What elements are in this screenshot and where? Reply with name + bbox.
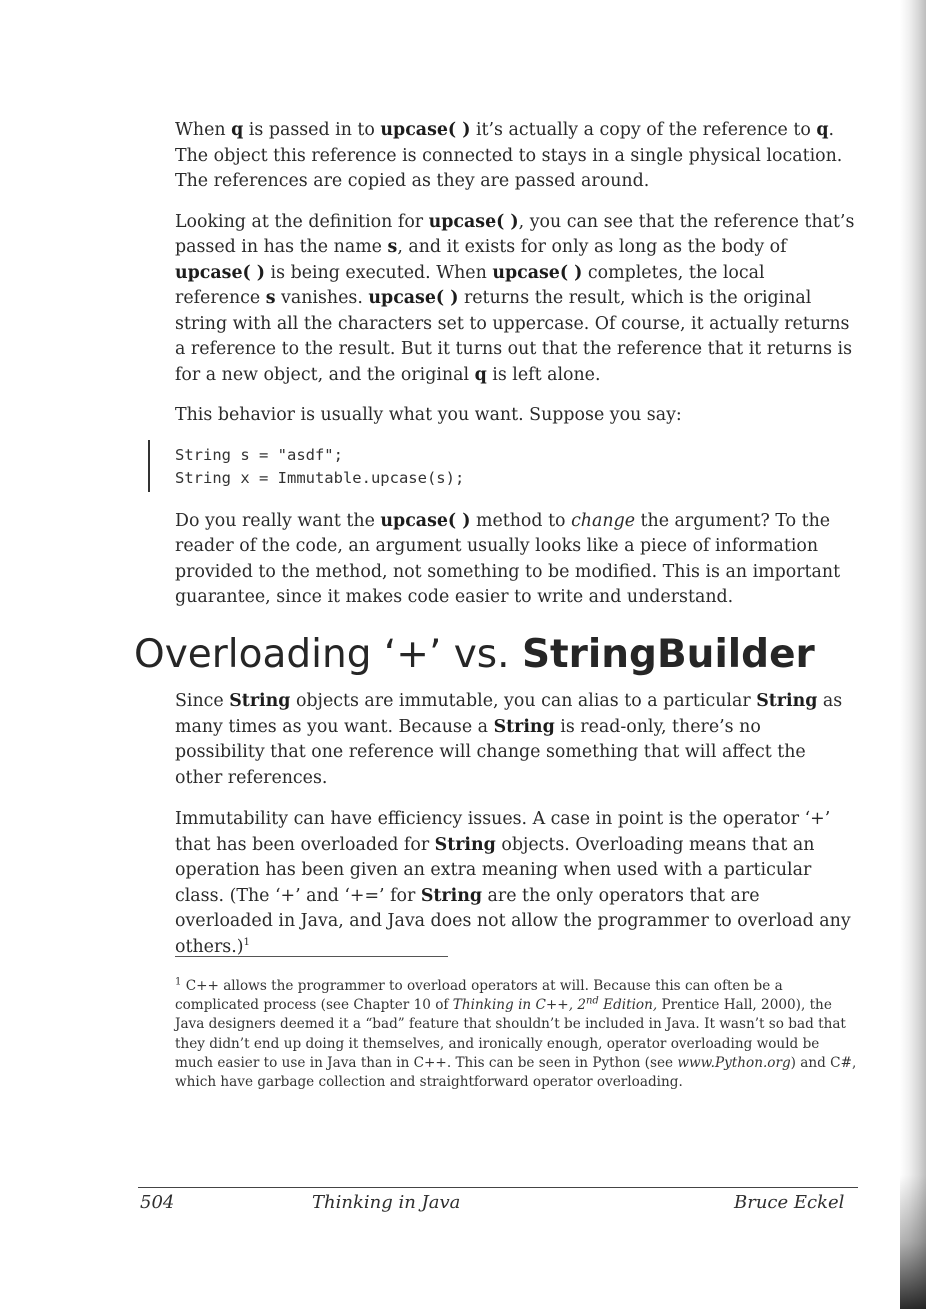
text-run: as many times as you want. Because a bbox=[175, 691, 843, 737]
page-edge-shadow bbox=[900, 0, 926, 1309]
bold-term: upcase( ) bbox=[428, 211, 519, 232]
superscript: 1 bbox=[175, 976, 182, 988]
footnote-divider bbox=[175, 956, 448, 957]
paragraph bbox=[175, 118, 855, 195]
bold-term: s bbox=[387, 237, 398, 257]
text-run: is left alone. bbox=[486, 364, 601, 385]
text-run: Do you really want the bbox=[175, 510, 381, 531]
text-run: ) and C#, which have garbage collection and straightforward operator overloading. bbox=[175, 1054, 857, 1091]
italic-term: Edition, bbox=[598, 997, 658, 1014]
bold-term: q bbox=[816, 120, 829, 140]
superscript: nd bbox=[585, 995, 599, 1007]
text-run: , and it exists for only as long as the body of bbox=[397, 237, 787, 257]
section-heading-normal: Overloading ‘+’ vs. bbox=[134, 632, 522, 677]
text-run: Looking at the definition for bbox=[175, 211, 429, 232]
text-run: vanishes. bbox=[275, 288, 369, 308]
italic-term: Thinking in C++, 2 bbox=[452, 997, 586, 1014]
bold-term: String bbox=[420, 885, 483, 906]
code-margin-bar bbox=[148, 440, 150, 492]
section-heading-bold: StringBuilder bbox=[521, 632, 815, 677]
code-line: String x = Immutable.upcase(s); bbox=[175, 469, 465, 487]
text-run: This behavior is usually what you want. Suppose you say: bbox=[175, 405, 682, 425]
text-run: Immutability can have efficiency issues. A case in point is the operator ‘+’ that has been overloaded for bbox=[175, 809, 831, 855]
page-number: 504 bbox=[140, 1192, 175, 1213]
bold-term: upcase( ) bbox=[380, 510, 471, 531]
code-line: String s = "asdf"; bbox=[175, 445, 343, 464]
bold-term: s bbox=[265, 288, 276, 308]
bold-term: String bbox=[493, 716, 555, 737]
paragraph bbox=[175, 689, 855, 791]
section-heading bbox=[134, 629, 815, 681]
text-run: are the only operators that are overloaded in Java, and Java does not allow the programmer to overload any others.) bbox=[175, 885, 851, 957]
footnote bbox=[175, 977, 857, 1092]
text-run: When bbox=[175, 120, 232, 140]
page-corner-shadow bbox=[900, 1175, 926, 1309]
bold-term: String bbox=[229, 691, 291, 711]
bold-term: upcase( ) bbox=[175, 262, 266, 283]
text-run: returns the result, which is the original string with all the characters set to uppercase. Of course, it actually returns a reference to the result. But it turns out that the reference that it returns is for a new object, and the original bbox=[175, 288, 853, 385]
text-run: completes, the local reference bbox=[175, 262, 765, 308]
text-run: method to bbox=[470, 510, 572, 531]
superscript: 1 bbox=[243, 936, 250, 948]
paragraph bbox=[175, 210, 855, 389]
bold-term: upcase( ) bbox=[380, 120, 471, 140]
text-run: is being executed. When bbox=[265, 262, 493, 283]
paragraph bbox=[175, 807, 855, 960]
italic-term: change bbox=[571, 510, 635, 531]
running-title: Thinking in Java bbox=[312, 1192, 461, 1213]
text-run: C++ allows the programmer to overload operators at will. Because this can often be a complicated process (see Chapter 10 of bbox=[175, 978, 783, 1014]
text-run: . The object this reference is connected to stays in a single physical location. The references are copied as they are passed around. bbox=[175, 120, 843, 191]
text-run: objects. Overloading means that an operation has been given an extra meaning when used with a particular class. (The ‘+’ and ‘+=’ for bbox=[175, 834, 815, 906]
code-listing bbox=[175, 444, 855, 491]
text-run: Since bbox=[175, 691, 230, 711]
text-run: , you can see that the reference that’s passed in has the name bbox=[175, 211, 855, 257]
paragraph bbox=[175, 403, 855, 429]
text-run: the argument? To the reader of the code, an argument usually looks like a piece of information provided to the method, not something to be modified. This is an important guarantee, since it makes code easier to write and understand. bbox=[175, 510, 841, 607]
running-author: Bruce Eckel bbox=[734, 1192, 845, 1213]
text-run: it’s actually a copy of the reference to bbox=[470, 120, 817, 140]
text-run: is passed in to bbox=[243, 120, 381, 140]
text-run: Prentice Hall, 2000), the Java designers deemed it a “bad” feature that shouldn’t be included in Java. It wasn’t so bad that they didn’t end up doing it themselves, and ironically enough, operator overloading would be much easier to use in Java than in C++. This can be seen in Python (see bbox=[175, 997, 846, 1071]
text-run: objects are immutable, you can alias to a particular bbox=[290, 691, 757, 711]
text-run: is read-only, there’s no possibility that one reference will change something that will affect the other references. bbox=[175, 716, 806, 788]
bold-term: String bbox=[756, 691, 818, 711]
bold-term: upcase( ) bbox=[368, 288, 459, 308]
bold-term: String bbox=[434, 834, 496, 855]
body-text-lower bbox=[175, 689, 855, 976]
body-text-upper bbox=[175, 118, 855, 626]
italic-term: www.Python.org bbox=[677, 1054, 791, 1071]
bold-term: upcase( ) bbox=[492, 262, 583, 283]
bold-term: q bbox=[231, 120, 244, 140]
paragraph bbox=[175, 509, 855, 611]
footer-divider bbox=[138, 1187, 858, 1188]
bold-term: q bbox=[474, 364, 487, 385]
